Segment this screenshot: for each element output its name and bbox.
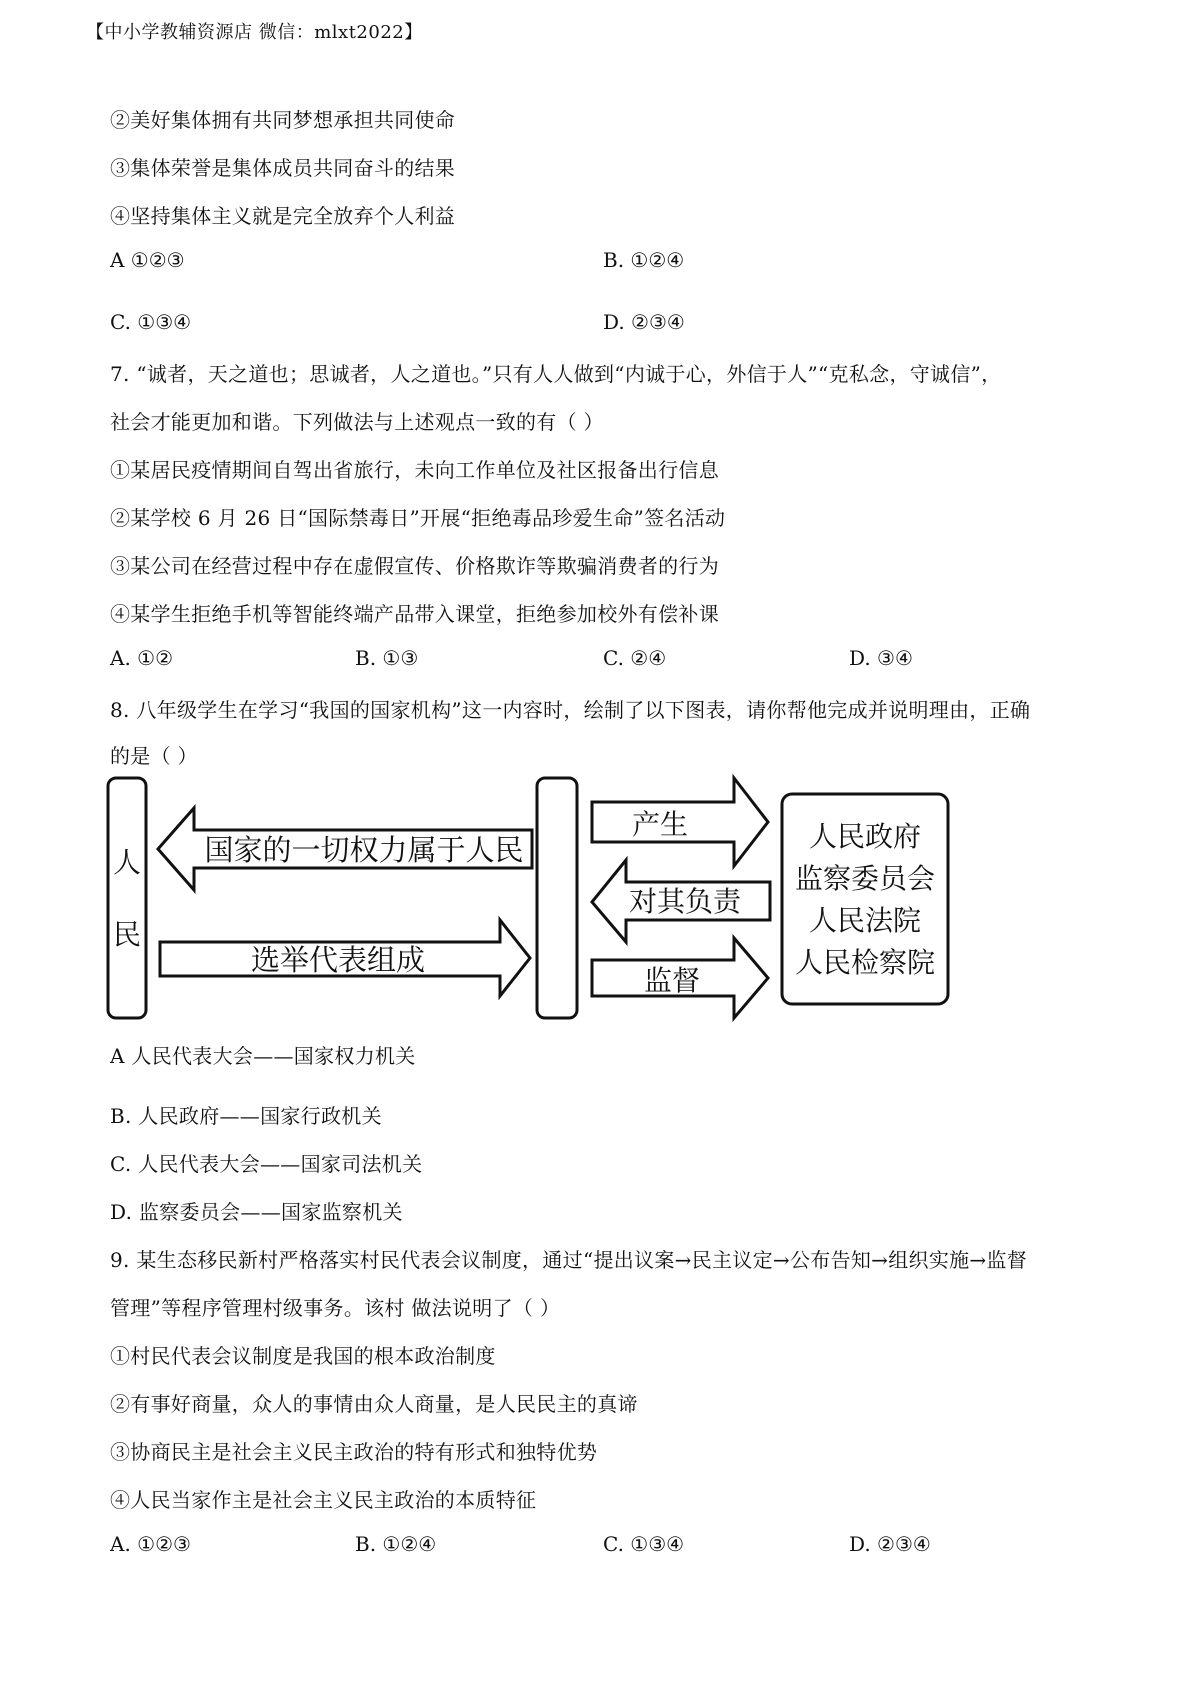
q8-option-d: D. 监察委员会——国家监察机关 (110, 1200, 403, 1224)
q7-stem-line-2: 社会才能更加和谐。下列做法与上述观点一致的有（ ） (110, 410, 604, 434)
responsible-label: 对其负责 (628, 885, 742, 918)
q9-option-a: A. ①②③ (110, 1532, 191, 1556)
q6-statement-2: ②美好集体拥有共同梦想承担共同使命 (110, 108, 456, 132)
q7-option-d: D. ③④ (849, 646, 913, 670)
q9-option-d: D. ②③④ (849, 1532, 931, 1556)
q9-option-c: C. ①③④ (603, 1532, 685, 1556)
blank-organ-box (537, 778, 577, 1018)
q7-statement-4: ④某学生拒绝手机等智能终端产品带入课堂，拒绝参加校外有偿补课 (110, 602, 719, 626)
people-box (108, 778, 146, 1018)
q6-option-a: A ①②③ (110, 248, 185, 272)
q9-stem-line-2: 管理”等程序管理村级事务。该村 做法说明了（ ） (110, 1296, 561, 1320)
q6-option-d: D. ②③④ (603, 310, 685, 334)
organ-court: 人民法院 (808, 904, 922, 937)
q8-option-a: A 人民代表大会——国家权力机关 (110, 1044, 416, 1068)
q9-option-b: B. ①②④ (355, 1532, 437, 1556)
organ-government: 人民政府 (808, 820, 922, 853)
q8-option-c: C. 人民代表大会——国家司法机关 (110, 1152, 423, 1176)
supervise-label: 监督 (643, 964, 701, 997)
q9-statement-4: ④人民当家作主是社会主义民主政治的本质特征 (110, 1488, 537, 1512)
q9-statement-1: ①村民代表会议制度是我国的根本政治制度 (110, 1344, 496, 1368)
q9-stem-line-1: 9. 某生态移民新村严格落实村民代表会议制度，通过“提出议案→民主议定→公布告知→组织实施→监督 (110, 1248, 1028, 1272)
q7-option-b: B. ①③ (355, 646, 419, 670)
people-char-2: 民 (112, 918, 142, 951)
q6-option-c: C. ①③④ (110, 310, 192, 334)
q9-statement-3: ③协商民主是社会主义民主政治的特有形式和独特优势 (110, 1440, 598, 1464)
produce-label: 产生 (631, 808, 689, 841)
q6-statement-4: ④坚持集体主义就是完全放弃个人利益 (110, 204, 456, 228)
organ-procuratorate: 人民检察院 (794, 946, 936, 979)
power-belongs-label: 国家的一切权力属于人民 (204, 833, 524, 867)
q6-statement-3: ③集体荣誉是集体成员共同奋斗的结果 (110, 156, 456, 180)
organ-supervisory-commission: 监察委员会 (794, 862, 936, 895)
q7-option-a: A. ①② (110, 646, 174, 670)
q8-stem-line-2: 的是（ ） (110, 744, 198, 768)
q7-option-c: C. ②④ (603, 646, 667, 670)
people-char-1: 人 (112, 846, 142, 879)
state-organs-diagram (100, 764, 960, 1024)
q7-statement-2: ②某学校 6 月 26 日“国际禁毒日”开展“拒绝毒品珍爱生命”签名活动 (110, 506, 726, 530)
q7-stem-line-1: 7. “诚者，天之道也；思诚者，人之道也。”只有人人做到“内诚于心，外信于人”“克私念，守诚信”， (110, 362, 1002, 386)
q9-statement-2: ②有事好商量，众人的事情由众人商量，是人民民主的真谛 (110, 1392, 638, 1416)
q7-statement-3: ③某公司在经营过程中存在虚假宣传、价格欺诈等欺骗消费者的行为 (110, 554, 719, 578)
q8-option-b: B. 人民政府——国家行政机关 (110, 1104, 382, 1128)
q8-stem-line-1: 8. 八年级学生在学习“我国的国家机构”这一内容时，绘制了以下图表，请你帮他完成并说明理由，正确 (110, 698, 1031, 722)
source-note: 【中小学教辅资源店 微信：mlxt2022】 (86, 22, 423, 43)
q7-statement-1: ①某居民疫情期间自驾出省旅行，未向工作单位及社区报备出行信息 (110, 458, 719, 482)
elect-label: 选举代表组成 (250, 943, 426, 977)
q6-option-b: B. ①②④ (603, 248, 685, 272)
